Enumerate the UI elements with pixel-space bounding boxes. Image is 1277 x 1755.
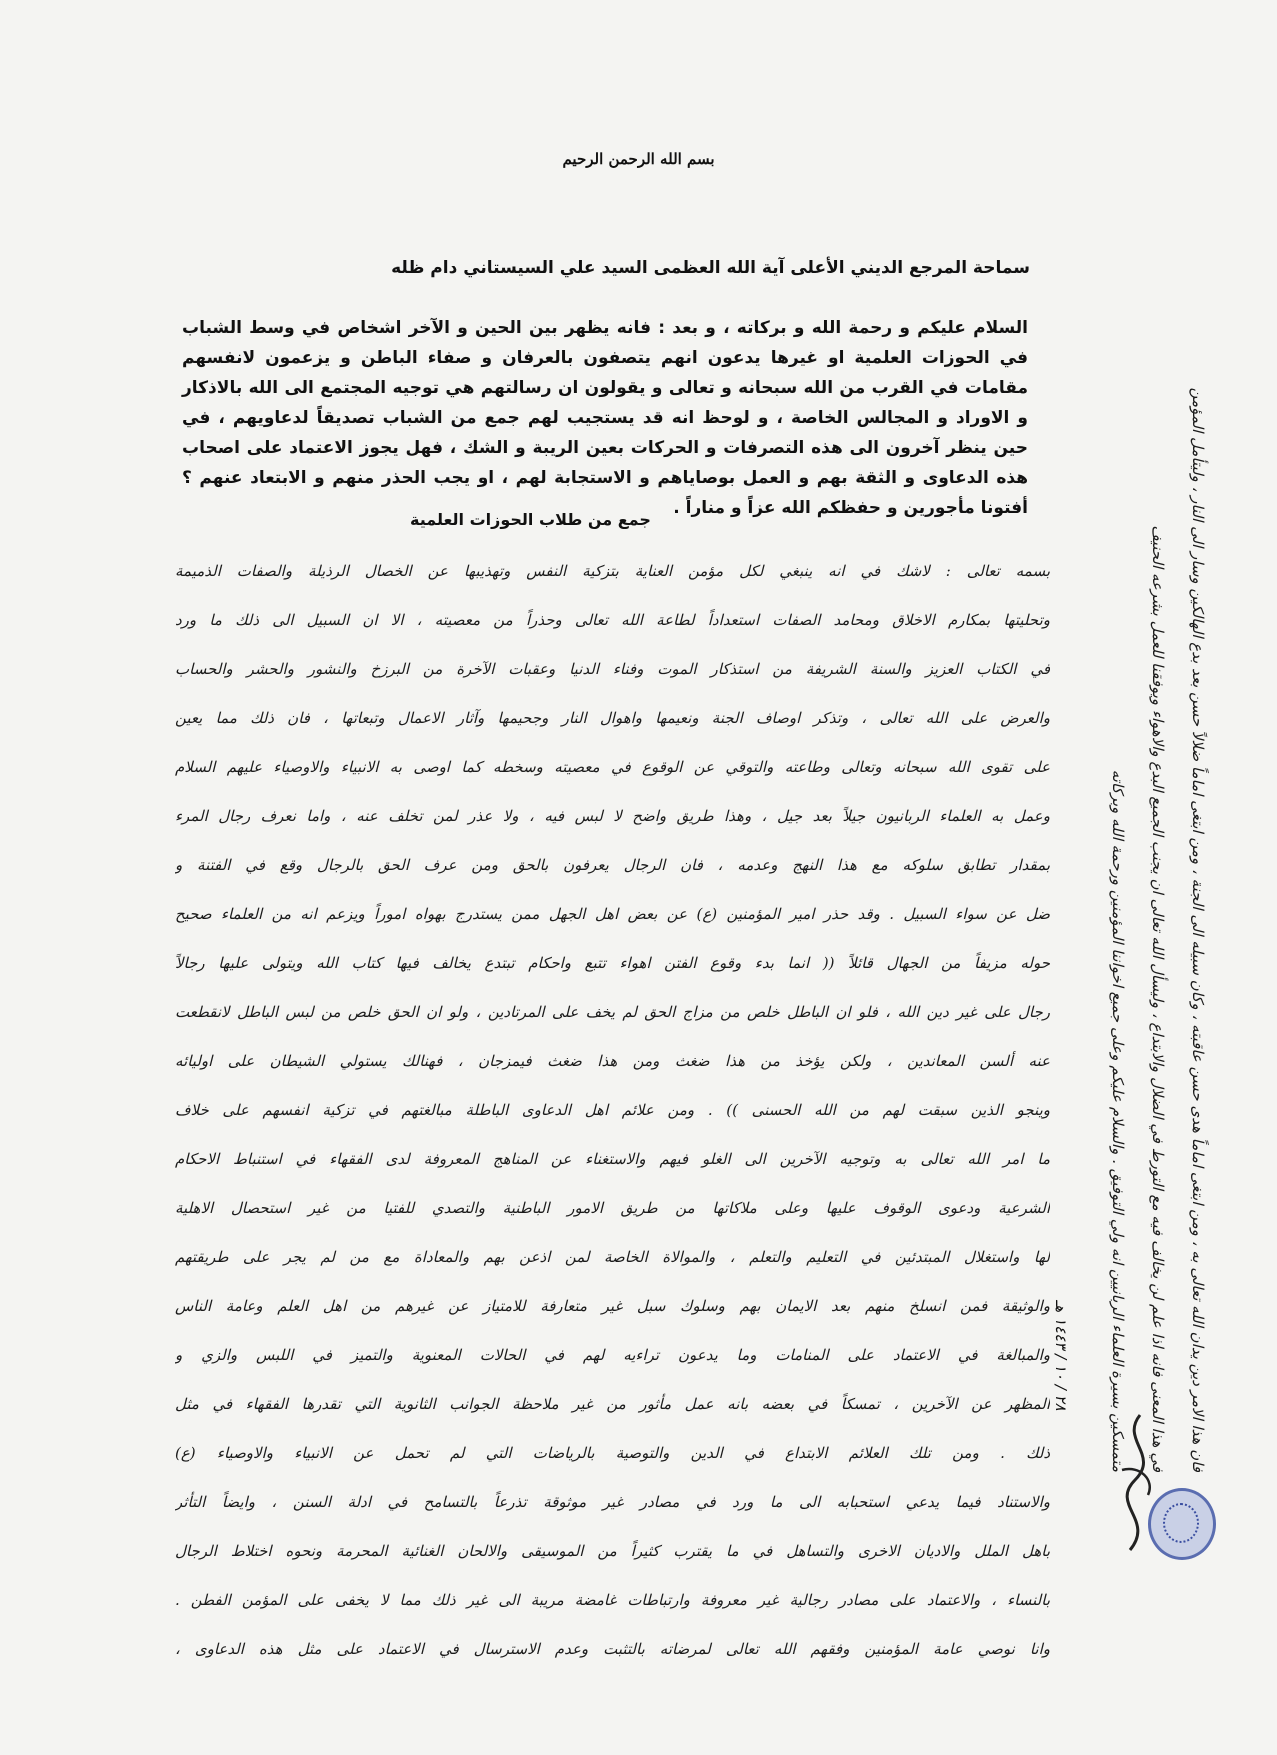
answer-line: رجال على غير دين الله ، فلو ان الباطل خلص من مزاج الحق لم يخف على المرتادين ، ولو ان الحق خلص من لبس الباطل لانقطعت [175, 1003, 1050, 1021]
answer-line: ضل عن سواء السبيل . وقد حذر امير المؤمنين (ع) عن بعض اهل الجهل ممن يستدرج بهواه اموراً ويزعم انه من العلماء صحيح [175, 905, 1050, 923]
office-seal-stamp [1148, 1488, 1216, 1560]
question-signature: جمع من طلاب الحوزات العلمية [410, 510, 651, 529]
margin-note [1058, 282, 1218, 1472]
answer-line: بمقدار تطابق سلوكه مع هذا النهج وعدمه ، فان الرجال يعرفون بالحق ومن عرف الحق بالرجال وقع في الفتنة و [175, 856, 1050, 874]
answer-date: ٢٨ / ١٠ / ١٤٤٣ هـ [1052, 1300, 1070, 1411]
answer-line: ما امر الله تعالى به وتوجيه الآخرين الى الغلو فيهم والاستغناء عن المناهج المعروفة لدى الفقهاء في استنباط الاحكام [175, 1150, 1050, 1168]
answer-line: لها واستغلال المبتدئين في التعليم والتعلم ، والموالاة الخاصة لمن اذعن بهم والمعاداة مع من لم يجر على طريقتهم [175, 1248, 1050, 1266]
answer-line: في الكتاب العزيز والسنة الشريفة من استذكار الموت وفناء الدنيا وعقبات الآخرة من البرزخ والنشور والحشر والحساب [175, 660, 1050, 678]
question-text: السلام عليكم و رحمة الله و بركاته ، و بعد : فانه يظهر بين الحين و الآخر اشخاص في وسط الشباب في الحوزات العلمية او غيرها يدعون انهم يتصفون بالعرفان و صفاء الباطن و يزعمون لانفسهم مقامات في القرب من الله سبحانه و تعالى و يقولون ان رسالتهم هي توجيه المجتمع الى الله بالاذكار و الاوراد و المجالس الخاصة ، و لوحظ انه قد يستجيب لهم جمع من الشباب تصديقاً لدعاويهم ، في حين ينظر آخرون الى هذه التصرفات و الحركات بعين الريبة و الشك ، فهل يجوز الاعتماد على اصحاب هذه الدعاوى و الثقة بهم و العمل بوصاياهم و الاستجابة لهم ، او يجب الحذر منهم و الابتعاد عنهم ؟ أفتونا مأجورين و حفظكم الله عزاً و مناراً . [182, 318, 1028, 518]
addressee-line: سماحة المرجع الديني الأعلى آية الله العظمى السيد علي السيستاني دام ظله [391, 258, 1030, 278]
margin-note-line: في هذا المعنى فانه اذا علم لن يخالف فيه مع التورط في الضلال والابتداع ، وليسأل الله تعالى ان يجنب الجميع البدع والاهواء ويوفقنا للعمل بشرعه الحنيف [1149, 525, 1167, 1472]
margin-note-line: فان هذا الامر دين يدان الله تعالى به ، ومن ابتغى اماماً هدى حسن عاقبته ، وكان سبيله الى الجنة ، ومن ابتغى اماماً ضلالاً حسن بعد بدع الهالكين وسار الى النار ، وليتأمل المؤمن [1189, 387, 1207, 1472]
answer-line: على تقوى الله سبحانه وتعالى وطاعته والتوقي عن الوقوع في معصيته وسخطه كما اوصى به الانبياء والاوصياء عليهم السلام [175, 758, 1050, 776]
answer-line: وينجو الذين سبقت لهم من الله الحسنى )) . ومن علائم اهل الدعاوى الباطلة مبالغتهم في تزكية انفسهم على خلاف [175, 1101, 1050, 1119]
answer-line: وتحليتها بمكارم الاخلاق ومحامد الصفات استعداداً لطاعة الله تعالى وحذراً من معصيته ، الا ان السبيل الى ذلك ما ورد [175, 611, 1050, 629]
margin-note-line: متمسكين بسيرة العلماء الربانيين انه ولي التوفيق . والسلام عليكم وعلى جميع اخواننا المؤمنين ورحمة الله وبركاته [1109, 769, 1127, 1472]
answer-line: ذلك . ومن تلك العلائم الابتداع في الدين والتوصية بالرياضات التي لم تحمل عن الانبياء والاوصياء (ع) [175, 1444, 1050, 1462]
answer-line: والمبالغة في الاعتماد على المنامات وما يدعون تراءيه لهم في الحالات المعنوية والتميز في اللبس والزي و [175, 1346, 1050, 1364]
answer-line: والاستناد فيما يدعي استحبابه الى ما ورد في مصادر غير موثوقة تذرعاً بالتسامح في ادلة السنن ، وايضاً التأثر [175, 1493, 1050, 1511]
answer-line: وعمل به العلماء الربانيون جيلاً بعد جيل ، وهذا طريق واضح لا لبس فيه ، ولا عذر لمن تخلف عنه ، واما نعرف رجال المرء [175, 807, 1050, 825]
answer-line: بسمه تعالى : لاشك في انه ينبغي لكل مؤمن العناية بتزكية النفس وتهذيبها عن الخصال الرذيلة والصفات الذميمة [175, 562, 1050, 580]
answer-line: عنه ألسن المعاندين ، ولكن يؤخذ من هذا ضغث ومن هذا ضغث فيمزجان ، فهنالك يستولي الشيطان على اوليائه [175, 1052, 1050, 1070]
answer-line: بالنساء ، والاعتماد على مصادر رجالية غير معروفة وارتباطات غامضة مريبة الى غير ذلك مما لا يخفى على المؤمن الفطن . [175, 1591, 1050, 1609]
basmala-heading: بسم الله الرحمن الرحيم [562, 150, 715, 168]
handwritten-answer [175, 547, 1050, 1674]
answer-line: والوثيقة فمن انسلخ منهم بعد الايمان بهم وسلوك سبل غير متعارفة للامتياز عن غيرهم من اهل العلم وعامة الناس [175, 1297, 1050, 1315]
answer-line: والعرض على الله تعالى ، وتذكر اوصاف الجنة ونعيمها واهوال النار وجحيمها وآثار الاعمال وتبعاتها ، فان ذلك مما يعين [175, 709, 1050, 727]
answer-line: المظهر عن الآخرين ، تمسكاً في بعضه بانه عمل مأثور من غير ملاحظة الجوانب الثانوية التي تقدرها الفقهاء في مثل [175, 1395, 1050, 1413]
answer-line: وانا نوصي عامة المؤمنين وفقهم الله تعالى لمرضاته بالتثبت وعدم الاسترسال في الاعتماد على مثل هذه الدعاوى ، [175, 1640, 1050, 1658]
answer-line: باهل الملل والاديان الاخرى والتساهل في ما يقترب كثيراً من الموسيقى والالحان الغنائية المحرمة ونحوه اختلاط الرجال [175, 1542, 1050, 1560]
answer-line: حوله مزيفاً من الجهال قائلاً (( انما بدء وقوع الفتن اهواء تتبع واحكام تبتدع يخالف فيها كتاب الله ويتولى عليها رجالاً [175, 954, 1050, 972]
answer-line: الشرعية ودعوى الوقوف عليها وعلى ملاكاتها من طريق الامور الباطنية والتصدي للفتيا من غير استحصال الاهلية [175, 1199, 1050, 1217]
